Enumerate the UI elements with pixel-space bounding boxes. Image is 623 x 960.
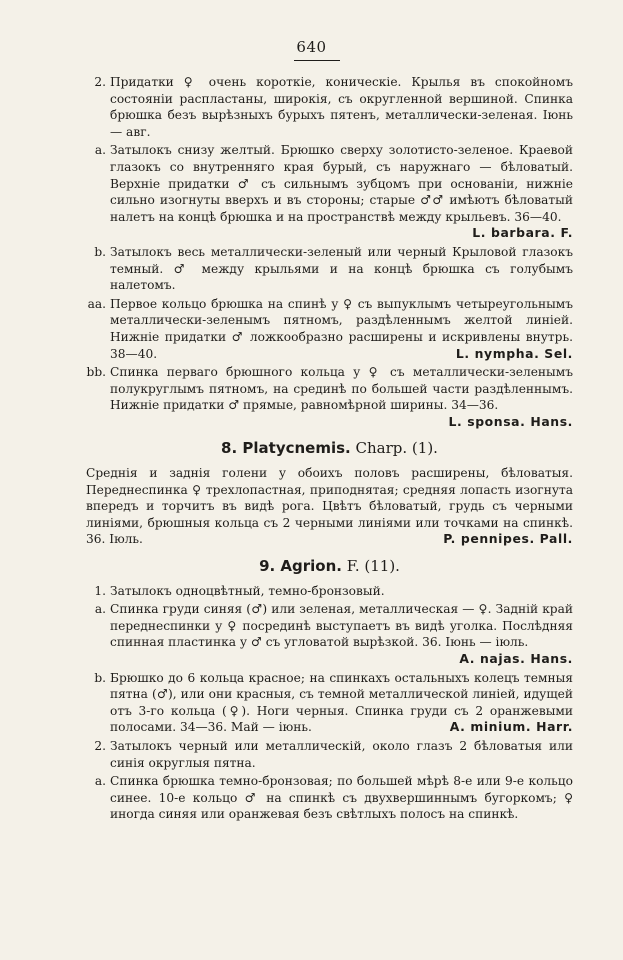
key-entry [86, 738, 573, 771]
description-text: Среднія и заднія голени у обоихъ половъ расширены, бѣловатыя. Переднеспинка ♀ трехлопастная, приподнятая; средняя лопасть изогнута впередъ и торчитъ въ видѣ рога. Цвѣтъ бѣловатый, грудь съ черными линіями, брюшныя кольца съ 2 черными линіями или точками на спинкѣ. 36. Іюль. [86, 466, 573, 547]
entry-marker: b. [94, 244, 106, 259]
page-number: 640 [296, 38, 327, 56]
entry-marker: b. [94, 670, 106, 685]
entry-text: Спинка груди синяя (♂) или зеленая, металлическая — ♀. Задній край переднеспинки у ♀ посрединѣ выступаетъ въ видѣ уголка. Послѣдняя спинная пластинка у ♂ съ угловатой вырѣзкой. 36. Іюнь — іюль. [110, 602, 573, 650]
entry-marker: a. [94, 143, 106, 158]
genus-description [86, 465, 573, 548]
entry-marker: 1. [94, 583, 106, 598]
entry-text: Затылокъ черный или металлическій, около глазъ 2 бѣловатыя или синія округлыя пятна. [110, 738, 573, 770]
species-name: L. sponsa. Hans. [448, 413, 573, 429]
species-name: A. najas. Hans. [459, 651, 573, 666]
genus-title: 9. Agrion. [259, 557, 342, 576]
entry-text: Затылокъ весь металлически-зеленый или черный Крыловой глазокъ темный. ♂ между крыльями и на концѣ брюшка съ голубымъ налетомъ. [110, 244, 573, 293]
species-name: P. pennipes. Pall. [443, 531, 573, 547]
key-entry [86, 244, 573, 294]
entry-text: Затылокъ снизу желтый. Брюшко сверху золотисто-зеленое. Краевой глазокъ со внутренняго края бурый, съ наружнаго — бѣловатый. Верхніе придатки ♂ съ сильнымъ зубцомъ при основаніи, нижніе сильно изогнуты вверхъ и въ стороны; старые ♂♂ имѣютъ бѣловатый налетъ на концѣ брюшка и на пространствѣ между крыльевъ. 36—40. [110, 143, 573, 224]
genus-title: 8. Platycnemis. [221, 439, 351, 458]
entry-text: Спинка брюшка темно-бронзовая; по большей мѣрѣ 8-е или 9-е кольцо синее. 10-е кольцо ♂ на спинкѣ съ двухвершиннымъ бугоркомъ; ♀ иногда синяя или оранжевая безъ свѣтлыхъ полосъ на спинкѣ. [110, 774, 573, 822]
entry-marker: aa. [87, 296, 106, 311]
key-entry [86, 74, 573, 140]
species-name: L. barbara. F. [472, 225, 573, 241]
genus-heading [86, 558, 573, 575]
entry-text: Спинка перваго брюшного кольца у ♀ съ металлически-зеленымъ полукруглымъ пятномъ, на срединѣ по большей части раздѣленнымъ. Нижніе придатки ♂ прямые, равномѣрной ширины. 34—36. [110, 365, 573, 413]
entry-marker: 2. [94, 738, 106, 753]
page-number-rule [294, 60, 340, 61]
entry-marker: 2. [94, 75, 106, 89]
genus-heading [86, 440, 573, 457]
key-entry [86, 296, 573, 362]
key-entry [86, 773, 573, 823]
key-entry [86, 601, 573, 667]
entry-marker: a. [94, 602, 106, 617]
species-name: L. nympha. Sel. [455, 345, 573, 361]
species-name: A. minium. Harr. [449, 719, 573, 735]
entry-text: Брюшко до 6 кольца красное; на спинкахъ остальныхъ колецъ темныя пятна (♂), или они красныя, съ темной металлической линіей, идущей отъ 3-го кольца (♀). Ноги черныя. Спинка груди съ 2 оранжевыми полосами. 34—36. Май — іюнь. [110, 670, 573, 735]
entry-marker: bb. [86, 365, 106, 380]
key-entry [86, 142, 573, 242]
entry-text: Первое кольцо брюшка на спинѣ у ♀ съ выпуклымъ четыреугольнымъ металлически-зеленымъ пятномъ, раздѣленнымъ желтой линіей. Нижніе придатки ♂ ложкообразно расширены и искривлены внутрь. 38—40. [110, 296, 573, 361]
genus-authority: F. (11). [342, 557, 400, 576]
key-entry [86, 364, 573, 430]
page-content [86, 74, 573, 825]
entry-text: Затылокъ одноцвѣтный, темно-бронзовый. [110, 583, 385, 598]
entry-marker: a. [94, 774, 106, 789]
entry-text: Придатки ♀ очень короткіе, коническіе. Крылья въ спокойномъ состояніи распластаны, широкія, съ округленной вершиной. Спинка брюшка безъ вырѣзныхъ бурыхъ пятенъ, металлически-зеленая. Іюнь — авг. [110, 75, 573, 139]
genus-authority: Charp. (1). [350, 439, 438, 458]
key-entry [86, 583, 573, 600]
key-entry [86, 670, 573, 736]
